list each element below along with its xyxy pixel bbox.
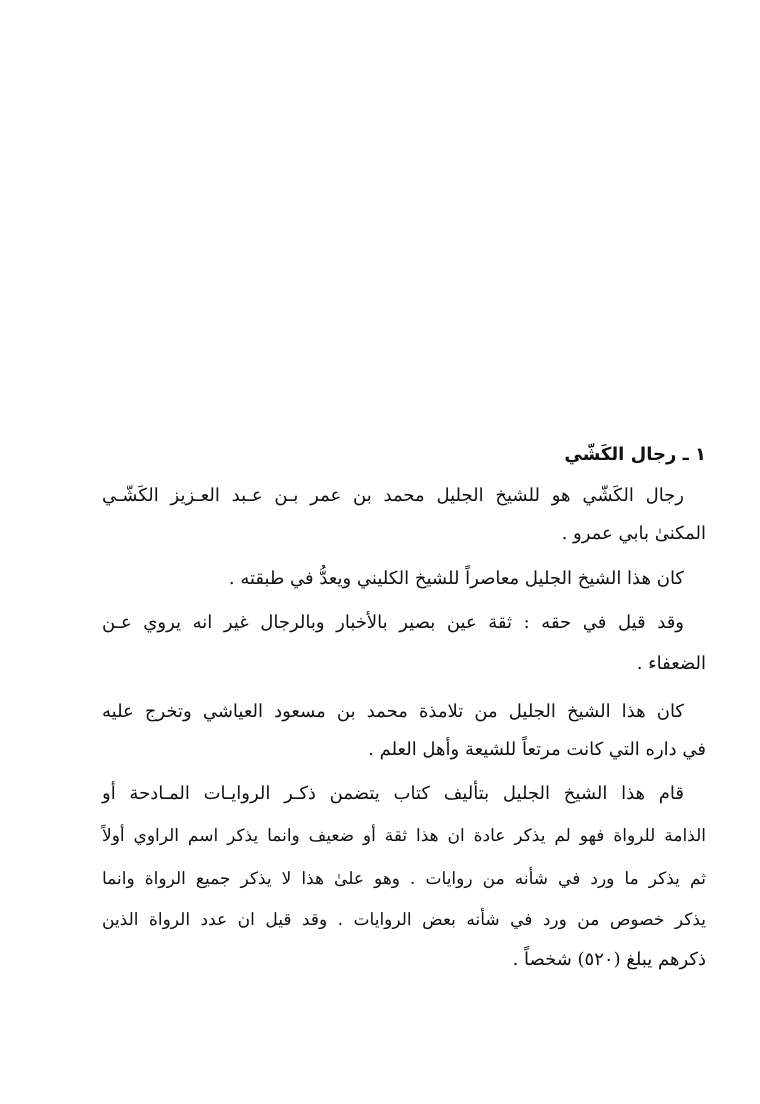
paragraph-line: رجال الكَشّي هو للشيخ الجليل محمد بن عمر بـن عـبد العـزيز الكَشّـي [102, 485, 684, 506]
paragraph-line: يذكر خصوص من ورد في شأنه بعض الروايات . وقد قيل ان عدد الرواة الذين [102, 910, 706, 930]
paragraph-line: الذامة للرواة فهو لم يذكر عادة ان هذا ثقة أو ضعيف وانما يذكر اسم الراوي أولاً [102, 826, 706, 846]
section-heading: ١ ـ رجال الكَشّي [564, 444, 706, 465]
paragraph-line: المكنىٰ بابي عمرو . [561, 523, 706, 544]
paragraph-line: في داره التي كانت مرتعاً للشيعة وأهل العلم . [368, 739, 706, 760]
paragraph-line: كان هذا الشيخ الجليل من تلامذة محمد بن مسعود العياشي وتخرج عليه [102, 701, 684, 722]
paragraph-line: وقد قيل في حقه : ثقة عين بصير بالأخبار وبالرجال غير انه يروي عـن [102, 612, 684, 633]
paragraph-line: كان هذا الشيخ الجليل معاصراً للشيخ الكليني ويعدُّ في طبقته . [228, 568, 684, 589]
paragraph-line: الضعفاء . [636, 653, 706, 674]
paragraph-line: ذكرهم يبلغ (٥٢٠) شخصاً . [512, 949, 706, 970]
paragraph-line: ثم يذكر ما ورد في شأنه من روايات . وهو علىٰ هذا لا يذكر جميع الرواة وانما [102, 869, 706, 889]
paragraph-line: قام هذا الشيخ الجليل بتأليف كتاب يتضمن ذكـر الروايـات المـادحة أو [102, 783, 684, 804]
